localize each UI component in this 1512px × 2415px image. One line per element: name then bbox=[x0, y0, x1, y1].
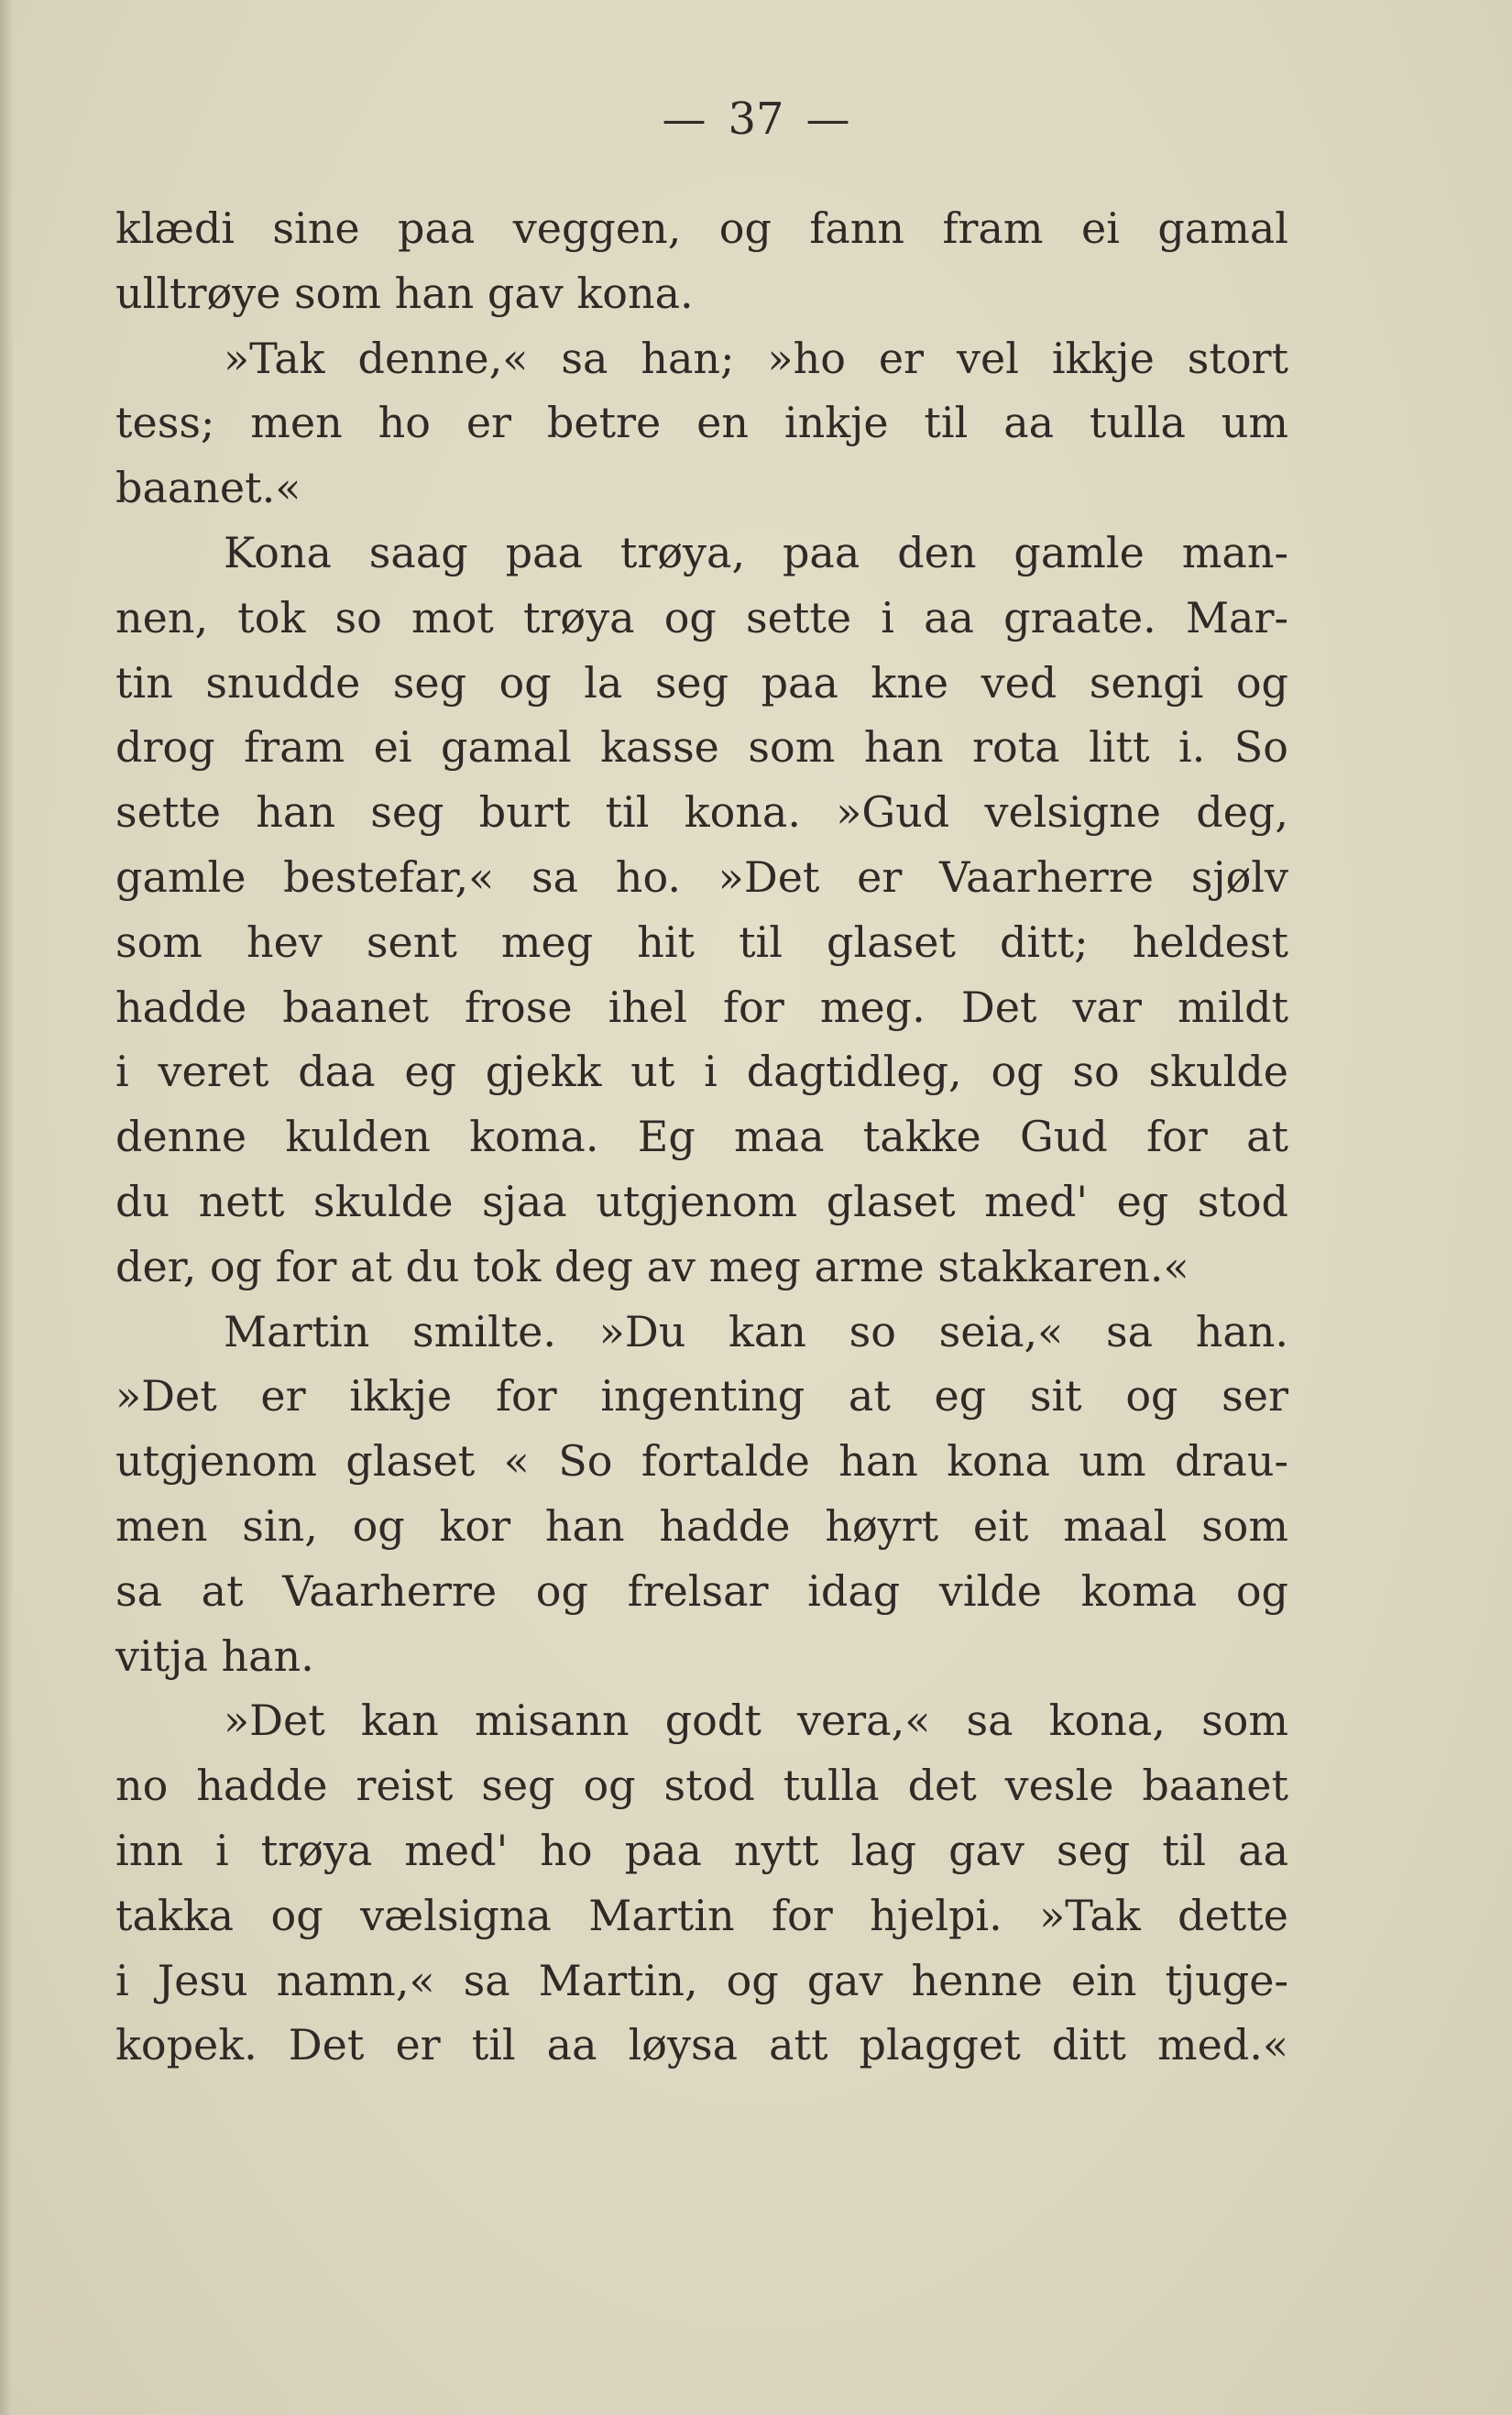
text-line: no hadde reist seg og stod tulla det vesle baanet bbox=[115, 1761, 1288, 1811]
text-line: gamle bestefar,« sa ho. »Det er Vaarherre sjølv bbox=[115, 851, 1288, 902]
text-line: Kona saag paa trøya, paa den gamle man- bbox=[224, 527, 1288, 577]
text-line: i veret daa eg gjekk ut i dagtidleg, og so skulde bbox=[115, 1047, 1288, 1097]
text-line: klædi sine paa veggen, og fann fram ei gamal bbox=[115, 203, 1288, 253]
text-line: du nett skulde sjaa utgjenom glaset med' eg stod bbox=[115, 1176, 1288, 1226]
text-line: kopek. Det er til aa løysa att plagget ditt med.« bbox=[115, 2020, 1288, 2070]
text-line: baanet.« bbox=[115, 463, 301, 513]
text-line: nen, tok so mot trøya og sette i aa graate. Mar- bbox=[115, 592, 1288, 642]
page-number-header bbox=[0, 92, 1512, 147]
text-line: ulltrøye som han gav kona. bbox=[115, 268, 694, 318]
text-line: vitja han. bbox=[115, 1630, 314, 1681]
text-line: der, og for at du tok deg av meg arme stakkaren.« bbox=[115, 1241, 1189, 1291]
text-line: men sin, og kor han hadde høyrt eit maal som bbox=[115, 1500, 1288, 1551]
page-number: 37 bbox=[728, 93, 784, 145]
text-line: »Det er ikkje for ingenting at eg sit og ser bbox=[115, 1371, 1288, 1422]
text-line: sette han seg burt til kona. »Gud velsigne deg, bbox=[115, 787, 1288, 838]
text-line: som hev sent meg hit til glaset ditt; heldest bbox=[115, 917, 1288, 967]
page-gutter bbox=[0, 0, 13, 2415]
text-line: tin snudde seg og la seg paa kne ved sengi og bbox=[115, 657, 1288, 708]
text-line: »Tak denne,« sa han; »ho er vel ikkje stort bbox=[224, 333, 1288, 383]
text-line: denne kulden koma. Eg maa takke Gud for at bbox=[115, 1112, 1288, 1162]
text-line: sa at Vaarherre og frelsar idag vilde koma og bbox=[115, 1565, 1288, 1616]
text-line: drog fram ei gamal kasse som han rota litt i. So bbox=[115, 722, 1288, 773]
text-line: i Jesu namn,« sa Martin, og gav henne ein tjuge- bbox=[115, 1955, 1288, 2005]
text-line: utgjenom glaset « So fortalde han kona um drau- bbox=[115, 1436, 1288, 1487]
text-line: Martin smilte. »Du kan so seia,« sa han. bbox=[224, 1306, 1288, 1356]
text-line: inn i trøya med' ho paa nytt lag gav seg til aa bbox=[115, 1825, 1288, 1875]
text-line: hadde baanet frose ihel for meg. Det var mildt bbox=[115, 982, 1288, 1032]
text-line: tess; men ho er betre en inkje til aa tulla um bbox=[115, 398, 1288, 448]
body-text bbox=[115, 196, 1288, 2078]
page-number-dash-right: — bbox=[805, 93, 850, 145]
page-number-dash-left: — bbox=[662, 93, 707, 145]
text-line: takka og vælsigna Martin for hjelpi. »Tak dette bbox=[115, 1890, 1288, 1940]
text-line: »Det kan misann godt vera,« sa kona, som bbox=[224, 1696, 1288, 1746]
